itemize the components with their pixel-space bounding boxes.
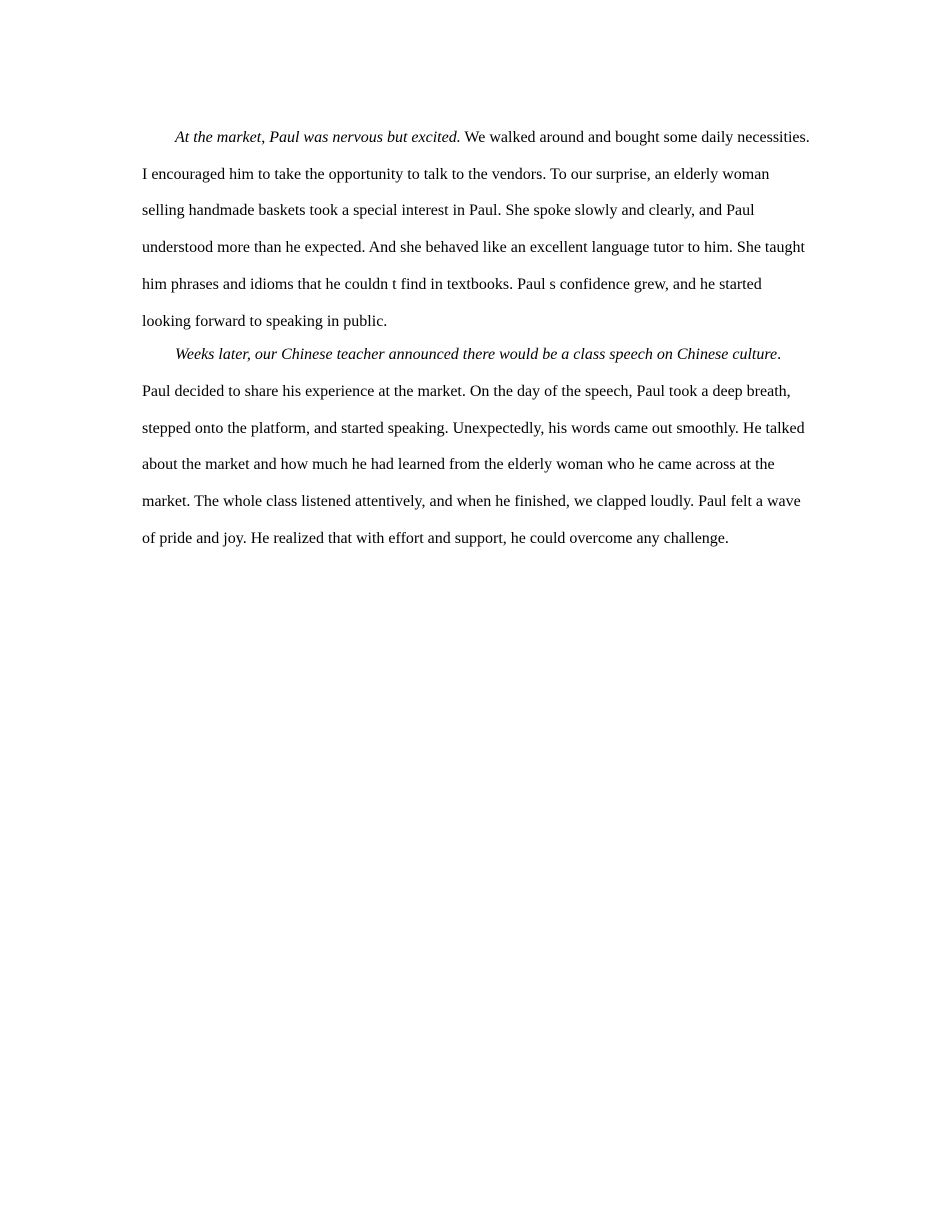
paragraph-speech-body: Paul decided to share his experience at the market. On the day of the speech, Paul took a deep breath, stepped onto the platform, and started speaking. Unexpectedly, his words came out smoothly. He talked about the market and how much he had learned from the elderly woman who he came across at the market. The whole class listened attentively, and when he finished, we clapped loudly. Paul felt a wave of pride and joy. He realized that with effort and support, he could overcome any challenge. <box>142 382 805 547</box>
paragraph-speech <box>142 337 810 557</box>
paragraph-market-lead-part2: Paul was nervous but excited. <box>269 129 461 146</box>
paragraph-market <box>142 120 810 340</box>
document-body <box>142 120 810 557</box>
paragraph-market-body: We walked around and bought some daily necessities. I encouraged him to take the opportunity to talk to the vendors. To our surprise, an elderly woman selling handmade baskets took a special interest in Paul. She spoke slowly and clearly, and Paul understood more than he expected. And she behaved like an excellent language tutor to him. She taught him phrases and idioms that he couldn t find in textbooks. Paul s confidence grew, and he started looking forward to speaking in public. <box>142 129 810 330</box>
paragraph-speech-lead-end: . <box>777 346 782 364</box>
paragraph-market-lead-part1: At the market <box>175 129 262 146</box>
paragraph-market-lead-separator: , <box>261 129 270 146</box>
paragraph-speech-lead: Weeks later, our Chinese teacher announced there would be a class speech on Chinese culture <box>175 346 778 364</box>
